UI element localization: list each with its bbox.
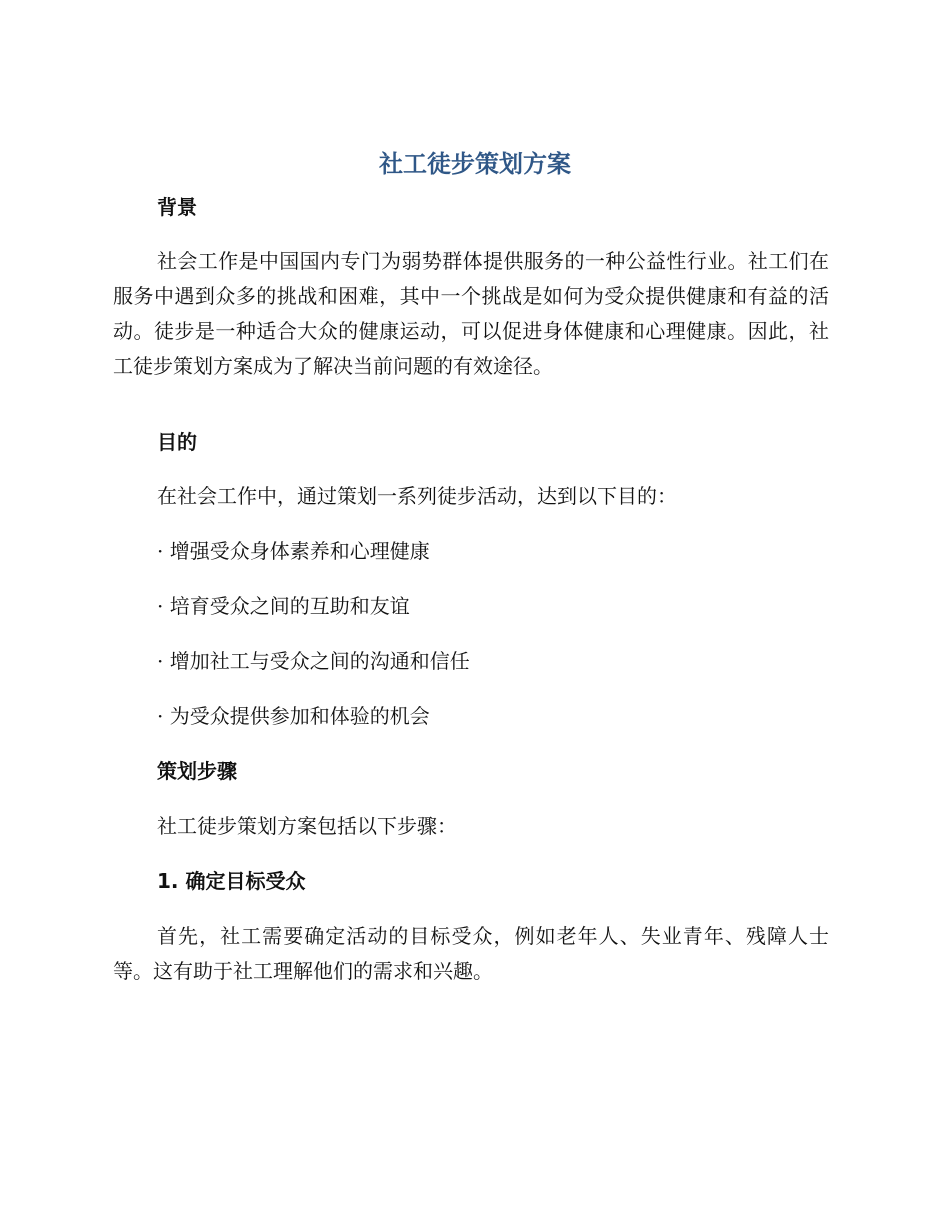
step-heading-1: 1. 确定目标受众 bbox=[157, 869, 306, 893]
step1-paragraph: 首先，社工需要确定活动的目标受众，例如老年人、失业青年、残障人士等。这有助于社工理解他们的需求和兴趣。 bbox=[113, 924, 829, 983]
purpose-list-item: · 培育受众之间的互助和友谊 bbox=[157, 594, 410, 618]
purpose-list-item: · 为受众提供参加和体验的机会 bbox=[157, 704, 430, 728]
section-heading-background: 背景 bbox=[157, 195, 197, 219]
document-title: 社工徒步策划方案 bbox=[379, 150, 571, 178]
section-heading-purpose: 目的 bbox=[157, 430, 197, 454]
purpose-list-item: · 增加社工与受众之间的沟通和信任 bbox=[157, 649, 470, 673]
purpose-intro: 在社会工作中，通过策划一系列徒步活动，达到以下目的： bbox=[157, 484, 677, 508]
steps-intro: 社工徒步策划方案包括以下步骤： bbox=[157, 814, 457, 838]
background-paragraph: 社会工作是中国国内专门为弱势群体提供服务的一种公益性行业。社工们在服务中遇到众多的挑战和困难，其中一个挑战是如何为受众提供健康和有益的活动。徒步是一种适合大众的健康运动，可以促进身体健康和心理健康。因此，社工徒步策划方案成为了解决当前问题的有效途径。 bbox=[113, 249, 829, 378]
section-heading-steps: 策划步骤 bbox=[157, 759, 237, 783]
purpose-list-item: · 增强受众身体素养和心理健康 bbox=[157, 539, 430, 563]
